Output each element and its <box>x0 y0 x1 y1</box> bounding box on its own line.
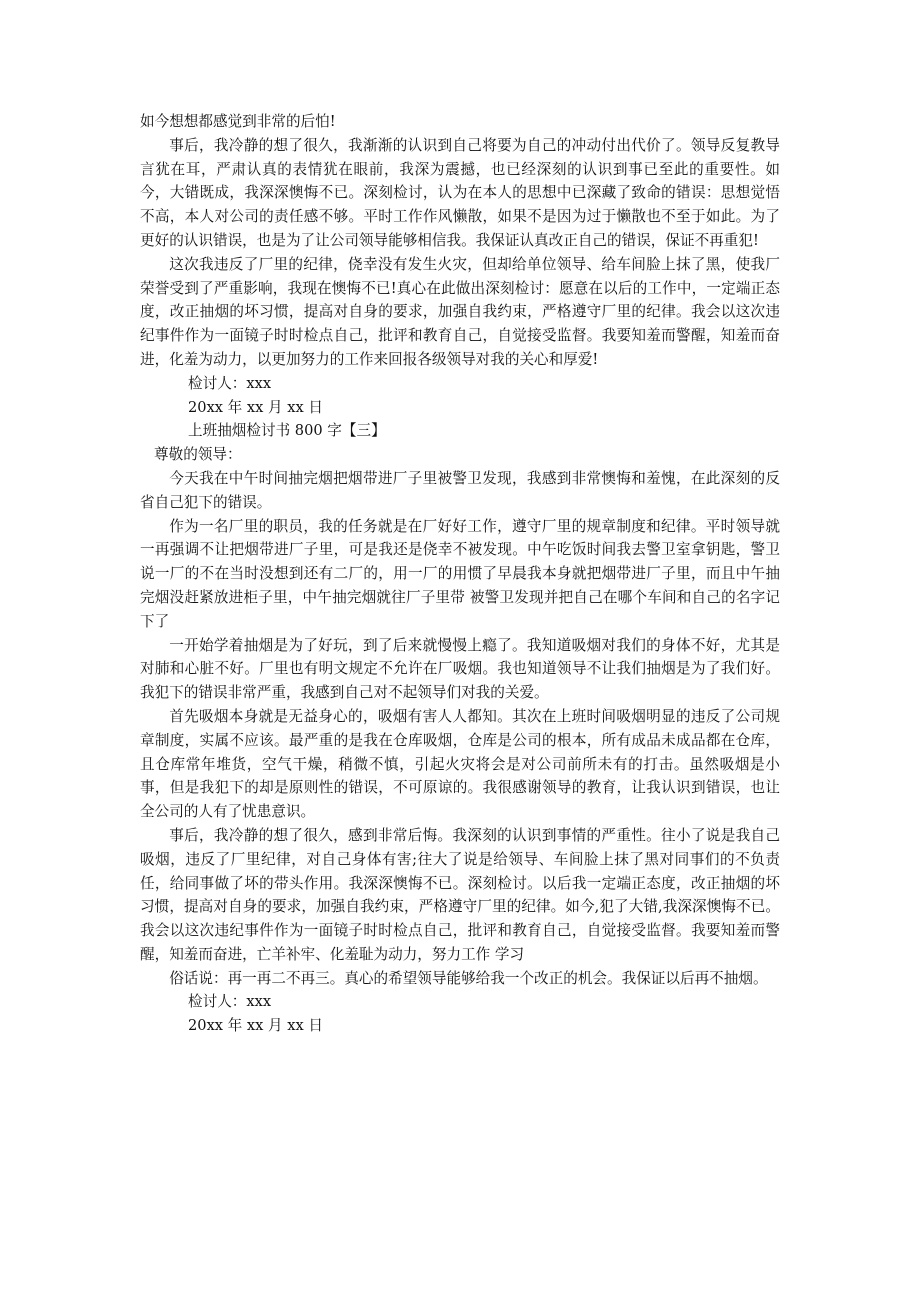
paragraph-promise: 俗话说：再一再二不再三。真心的希望领导能够给我一个改正的机会。我保证以后再不抽烟。 <box>169 969 768 987</box>
paragraph-incident: 今天我在中午时间抽完烟把烟带进厂子里被警卫发现，我感到非常懊悔和羞愧，在此深刻的反省自己犯下的错误。 <box>140 469 780 511</box>
paragraph-afterthought: 事后，我冷静的想了很久，感到非常后悔。我深刻的认识到事情的严重性。往小了说是我自己吸烟，违反了厂里纪律，对自己身体有害;往大了说是给领导、车间脸上抹了黑对同事们的不负责任，给同事做了坏的带头作用。我深深懊悔不已。深刻检讨。以后我一定端正态度，改正抽烟的坏习惯，提高对自身的要求，加强自我约束，严格遵守厂里的纪律。如今,犯了大错,我深深懊悔不已。我会以这次违纪事件作为一面镜子时时检点自己，批评和教育自己，自觉接受监督。我要知羞而警醒，知羞而奋进，亡羊补牢、化羞耻为动力，努力工作 学习 <box>140 826 780 963</box>
paragraph-reflection: 事后，我冷静的想了很久，我渐渐的认识到自己将要为自己的冲动付出代价了。领导反复教导言犹在耳，严肃认真的表情犹在眼前，我深为震撼，也已经深刻的认识到事已至此的重要性。如今，大错既成，我深深懊悔不已。深刻检讨，认为在本人的思想中已深藏了致命的错误：思想觉悟不高，本人对公司的责任感不够。平时工作作风懒散，如果不是因为过于懒散也不至于如此。为了更好的认识错误，也是为了让公司领导能够相信我。我保证认真改正自己的错误，保证不再重犯! <box>140 136 780 249</box>
section-title: 上班抽烟检讨书 800 字【三】 <box>188 422 386 440</box>
signature-author: 检讨人：xxx <box>188 374 272 392</box>
salutation: 尊敬的领导： <box>154 446 242 464</box>
signature-date-2: 20xx 年 xx 月 xx 日 <box>188 1017 323 1035</box>
paragraph-habit: 一开始学着抽烟是为了好玩，到了后来就慢慢上瘾了。我知道吸烟对我们的身体不好，尤其是对肺和心脏不好。厂里也有明文规定不允许在厂吸烟。我也知道领导不让我们抽烟是为了我们好。我犯下的错误非常严重，我感到自己对不起领导们对我的关爱。 <box>140 636 780 702</box>
document-page <box>140 110 780 1038</box>
paragraph-violation: 这次我违反了厂里的纪律，侥幸没有发生火灾，但却给单位领导、给车间脸上抹了黑，使我厂荣誉受到了严重影响，我现在懊悔不已!真心在此做出深刻检讨：愿意在以后的工作中，一定端正态度，改正抽烟的坏习惯，提高对自身的要求，加强自我约束，严格遵守厂里的纪律。我会以这次违纪事件作为一面镜子时时检点自己，批评和教育自己，自觉接受监督。我要知羞而警醒，知羞而奋进，化羞为动力，以更加努力的工作来回报各级领导对我的关心和厚爱! <box>140 255 780 368</box>
paragraph-duty: 作为一名厂里的职员，我的任务就是在厂好好工作，遵守厂里的规章制度和纪律。平时领导就一再强调不让把烟带进厂子里，可是我还是侥幸不被发现。中午吃饭时间我去警卫室拿钥匙，警卫说一厂的不在当时没想到还有二厂的，用一厂的用惯了早晨我本身就把烟带进厂子里，而且中午抽完烟没赶紧放进柜子里，中午抽完烟就往厂子里带 被警卫发现并把自己在哪个车间和自己的名字记下了 <box>140 517 780 630</box>
paragraph-opening: 如今想想都感觉到非常的后怕! <box>140 113 336 130</box>
signature-date: 20xx 年 xx 月 xx 日 <box>188 398 323 416</box>
signature-author-2: 检讨人：xxx <box>188 993 272 1011</box>
paragraph-harm: 首先吸烟本身就是无益身心的，吸烟有害人人都知。其次在上班时间吸烟明显的违反了公司规章制度，实属不应该。最严重的是我在仓库吸烟，仓库是公司的根本，所有成品未成品都在仓库，且仓库常年堆货，空气干燥，稍微不慎，引起火灾将会是对公司前所未有的打击。虽然吸烟是小事，但是我犯下的却是原则性的错误，不可原谅的。我很感谢领导的教育，让我认识到错误，也让全公司的人有了忧患意识。 <box>140 707 780 821</box>
